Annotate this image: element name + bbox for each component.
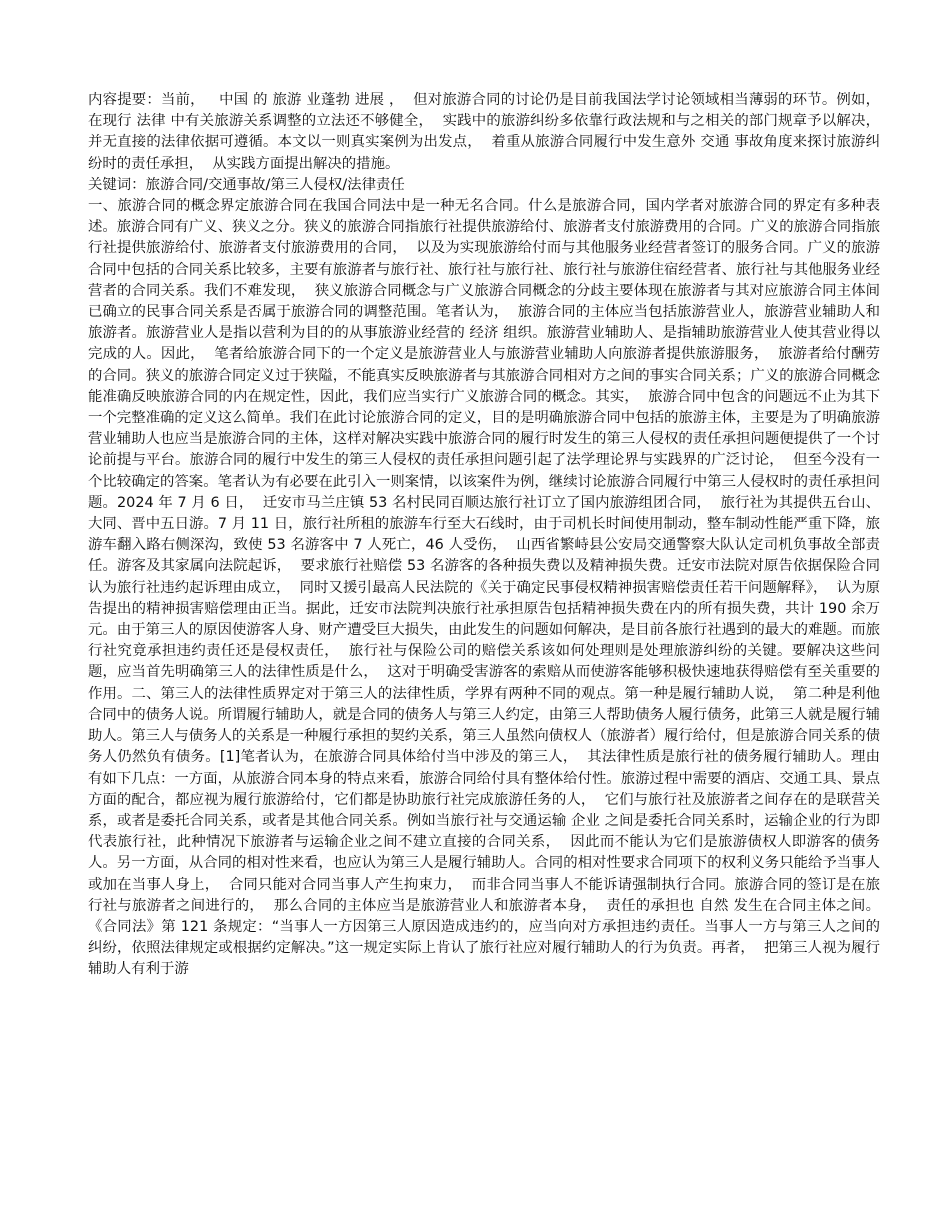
keywords-line: 关键词：旅游合同/交通事故/第三人侵权/法律责任 — [88, 176, 405, 193]
body-paragraph: 一、旅游合同的概念界定旅游合同在我国合同法中是一种无名合同。什么是旅游合同，国内学者对旅游合同的界定有多种表述。旅游合同有广义、狭义之分。狭义的旅游合同指旅行社提供旅游给付、旅游者支付旅游费用的合同。广义的旅游合同指旅行社提供旅游给付、旅游者支付旅游费用的合同， 以及为实现旅游给付而与其他服务业经营者签订的服务合同。广义的旅游合同中包括的合同关系比较多，主要有旅游者与旅行社、旅行社与旅行社、旅行社与旅游住宿经营者、旅行社与其他服务业经营者的合同关系。我们不难发现， 狭义旅游合同概念与广义旅游合同概念的分歧主要体现在旅游者与其对应旅游合同主体间已确立的民事合同关系是否属于旅游合同的调整范围。笔者认为， 旅游合同的主体应当包括旅游营业人，旅游营业辅助人和旅游者。旅游营业人是指以营利为目的的从事旅游业经营的 经济 组织。旅游营业辅助人、是指辅助旅游营业人使其营业得以完成的人。因此， 笔者给旅游合同下的一个定义是旅游营业人与旅游营业辅助人向旅游者提供旅游服务， 旅游者给付酬劳的合同。狭义的旅游合同定义过于狭隘，不能真实反映旅游者与其旅游合同相对方之间的事实合同关系；广义的旅游合同概念能准确反映旅游合同的内在规定性，因此，我们应当实行广义旅游合同的概念。其实， 旅游合同中包含的问题远不止为其下一个完整准确的定义这么简单。我们在此讨论旅游合同的定义，目的是明确旅游合同中包括的旅游主体，主要是为了明确旅游营业辅助人也应当是旅游合同的主体，这样对解决实践中旅游合同的履行时发生的第三人侵权的责任承担问题便提供了一个讨论前提与平台。旅游合同的履行中发生的第三人侵权的责任承担问题引起了法学理论界与实践界的广泛讨论， 但至今没有一个比较确定的答案。笔者认为有必要在此引入一则案情，以该案件为例，继续讨论旅游合同履行中第三人侵权时的责任承担问题。2024 年 7 月 6 日， 迁安市马兰庄镇 53 名村民同百顺达旅行社订立了国内旅游组团合同， 旅行社为其提供五台山、大同、晋中五日游。7 月 11 日，旅行社所租的旅游车行至大石线时，由于司机长时间使用制动，整车制动性能严重下降，旅游车翻入路右侧深沟，致使 53 名游客中 7 人死亡，46 人受伤， 山西省繁峙县公安局交通警察大队认定司机负事故全部责任。游客及其家属向法院起诉， 要求旅行社赔偿 53 名游客的各种损失费以及精神损失费。迁安市法院对原告依据保险合同认为旅行社违约起诉理由成立， 同时又援引最高人民法院的《关于确定民事侵权精神损害赔偿责任若干问题解释》， 认为原告提出的精神损害赔偿理由正当。据此，迁安市法院判决旅行社承担原告包括精神损失费在内的所有损失费，共计 190 余万元。由于第三人的原因使游客人身、财产遭受巨大损失，由此发生的问题如何解决，是目前各旅行社遇到的最大的难题。而旅行社究竟承担违约责任还是侵权责任， 旅行社与保险公司的赔偿关系该如何处理则是处理旅游纠纷的关键。要解决这些问题，应当首先明确第三人的法律性质是什么， 这对于明确受害游客的索赔从而使游客能够积极快速地获得赔偿有至关重要的作用。二、第三人的法律性质界定对于第三人的法律性质，学界有两种不同的观点。第一种是履行辅助人说， 第二种是利他合同中的债务人说。所谓履行辅助人，就是合同的债务人与第三人约定，由第三人帮助债务人履行债务，此第三人就是履行辅助人。第三人与债务人的关系是一种履行承担的契约关系，第三人虽然向债权人（旅游者）履行给付，但是旅游合同关系的债务人仍然负有债务。[1]笔者认为，在旅游合同具体给付当中涉及的第三人， 其法律性质是旅行社的债务履行辅助人。理由有如下几点：一方面，从旅游合同本身的特点来看，旅游合同给付具有整体给付性。旅游过程中需要的酒店、交通工具、景点方面的配合，都应视为履行旅游给付，它们都是协助旅行社完成旅游任务的人， 它们与旅行社及旅游者之间存在的是联营关系，或者是委托合同关系，或者是其他合同关系。例如当旅行社与交通运输 企业 之间是委托合同关系时，运输企业的行为即代表旅行社，此种情况下旅游者与运输企业之间不建立直接的合同关系， 因此而不能认为它们是旅游债权人即游客的债务人。另一方面，从合同的相对性来看，也应认为第三人是履行辅助人。合同的相对性要求合同项下的权利义务只能给予当事人或加在当事人身上， 合同只能对合同当事人产生拘束力， 而非合同当事人不能诉请强制执行合同。旅游合同的签订是在旅行社与旅游者之间进行的， 那么合同的主体应当是旅游营业人和旅游者本身， 责任的承担也 自然 发生在合同主体之间。《合同法》第 121 条规定：“当事人一方因第三人原因造成违约的，应当向对方承担违约责任。当事人一方与第三人之间的纠纷，依照法律规定或根据约定解决。”这一规定实际上肯认了旅行社应对履行辅助人的行为负责。再者， 把第三人视为履行辅助人有利于游 — [88, 198, 880, 978]
abstract-paragraph: 内容提要：当前， 中国 的 旅游 业蓬勃 进展 ， 但对旅游合同的讨论仍是目前我国法学讨论领域相当薄弱的环节。例如，在现行 法律 中有关旅游关系调整的立法还不够健全， 实践中的旅游纠纷多依靠行政法规和与之相关的部门规章予以解决， 并无直接的法律依据可遵循。本文以一则真实案例为出发点， 着重从旅游合同履行中发生意外 交通 事故角度来探讨旅游纠纷时的责任承担， 从实践方面提出解决的措施。 — [88, 92, 890, 172]
